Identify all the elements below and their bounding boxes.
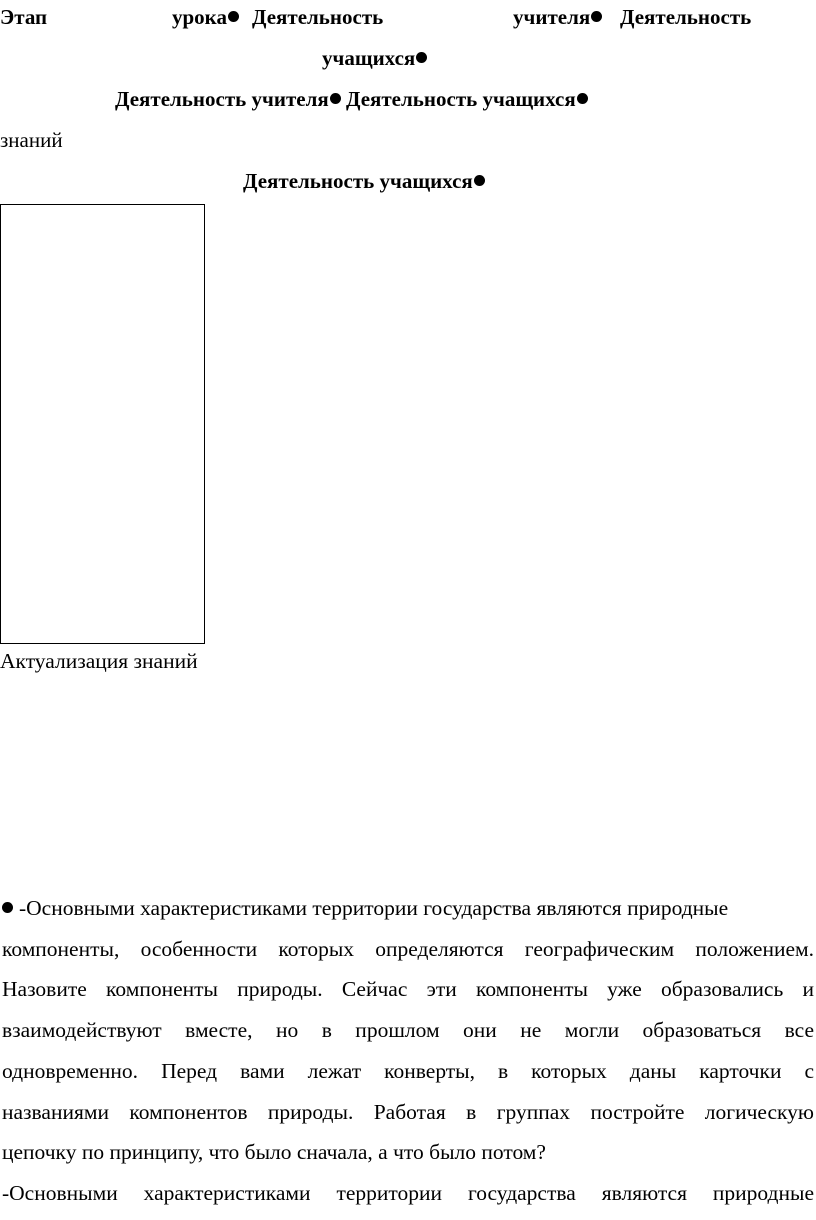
task-paragraph [2,888,814,1214]
paragraph-line: одновременно. Перед вами лежат конверты, в которых даны карточки с [2,1058,814,1083]
paragraph-line: компоненты, особенности которых определяются географическим положением. [2,936,814,961]
header-stage-label: Этап [0,5,48,29]
bullet-icon [474,175,485,186]
paragraph-line: Назовите компоненты природы. Сейчас эти компоненты уже образовались и [2,977,814,1002]
paragraph-line-text: -Основными характеристиками территории государства являются природные [19,896,729,920]
paragraph-line: названиями компонентов природы. Работая в группах постройте логическую [2,1099,814,1124]
header-teacher-activity: Деятельность учителя [115,87,329,111]
header-students-text: учащихся [322,46,416,70]
header-row5 [243,168,485,194]
header-lesson-text: урока [172,5,227,29]
bullet-icon [577,93,588,104]
header-activity-label-2: Деятельность [620,5,752,29]
header-students-activity: Деятельность учащихся [345,87,576,111]
header-activity-label: Деятельность [252,5,384,29]
bullet-icon [416,52,427,63]
header-students-activity-2: Деятельность учащихся [243,169,473,193]
header-students-label [322,45,427,71]
paragraph-line: -Основными характеристиками территории государства являются природные [2,1180,814,1205]
bullet-icon [330,93,341,104]
header-row3 [115,86,588,112]
header-teacher-label [513,4,602,30]
header-teacher-text: учителя [513,5,591,29]
paragraph-line: цепочку по принципу, что было сначала, а что было потом? [2,1140,546,1165]
header-knowledge-label: знаний [0,128,63,152]
bullet-icon [591,11,602,22]
header-lesson-label [172,4,239,30]
table-cell-box [0,204,205,644]
stage-label: Актуализация знаний [0,649,198,673]
paragraph-line [2,888,814,929]
bullet-icon [228,11,239,22]
bullet-icon [2,902,13,913]
paragraph-line: взаимодействуют вместе, но в прошлом они не могли образоваться все [2,1018,814,1043]
